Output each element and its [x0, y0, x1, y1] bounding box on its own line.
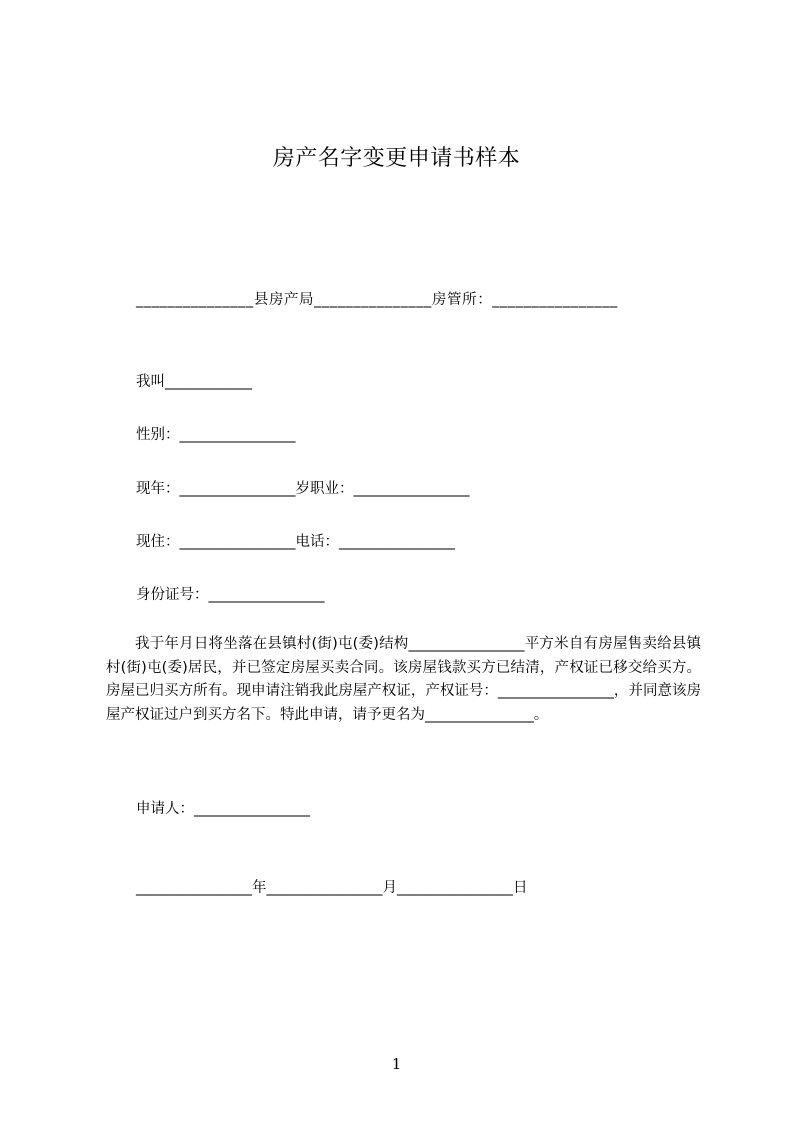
document-title: 房产名字变更申请书样本 [272, 146, 521, 171]
page-number: 1 [391, 1055, 402, 1073]
recipient-line: _______________县房产局_______________房管所：________________ [136, 292, 618, 308]
id-number-field: 身份证号：________________ [136, 587, 325, 603]
date-line: ________________年________________月________________日 [136, 880, 528, 896]
name-field: 我叫____________ [136, 374, 252, 390]
body-paragraph: 我于年月日将坐落在县镇村(街)屯(委)结构________________平方米自有房屋售卖给县镇村(街)屯(委)居民，并已签定房屋买卖合同。该房屋钱款买方已结清，产权证已移交给买方。房屋已归买方所有。现申请注销我此房屋产权证，产权证号：________________，并同意该房屋产权证过户到买方名下。特此申请，请予更名为_______________。 [106, 636, 701, 723]
gender-field: 性别：________________ [136, 427, 296, 443]
applicant-field: 申请人：________________ [136, 801, 310, 817]
age-occupation-field: 现年：________________岁职业：________________ [136, 481, 470, 497]
address-phone-field: 现住：________________电话：________________ [136, 534, 455, 550]
